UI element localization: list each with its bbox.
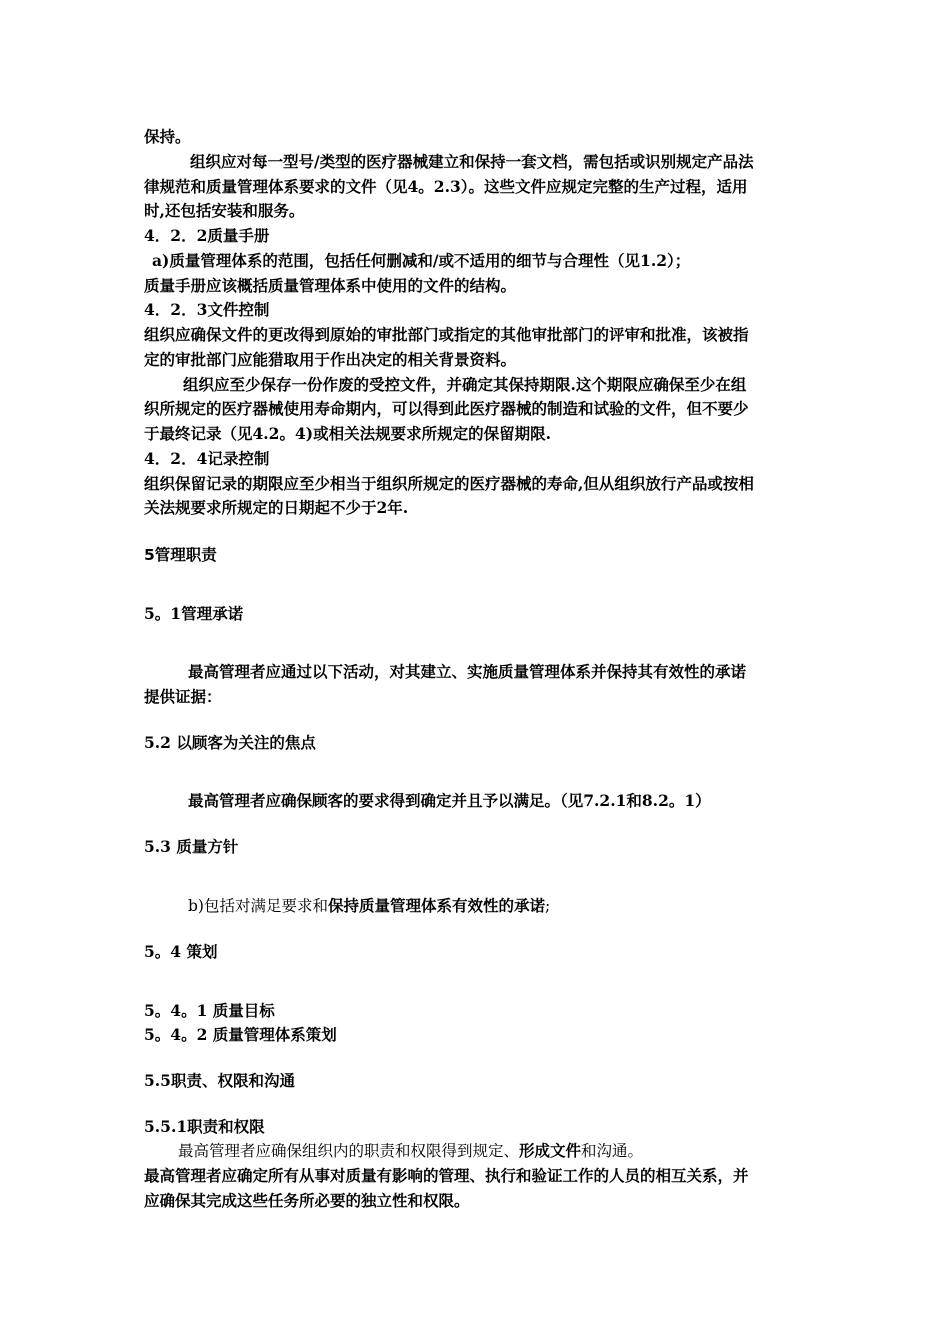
paragraph-line	[178, 1140, 643, 1162]
paragraph-line: 于最终记录（见4.2。4)或相关法规要求所规定的保留期限.	[144, 424, 551, 443]
text-run: 形成文件	[519, 1141, 582, 1160]
paragraph-line: 织所规定的医疗器械使用寿命期内，可以得到此医疗器械的制造和试验的文件，但不要少	[144, 399, 749, 418]
text-run: 保持质量管理体系有效性的承诺	[327, 896, 545, 915]
paragraph-line: 时,还包括安装和服务。	[144, 201, 305, 220]
paragraph-line: 组织保留记录的期限应至少相当于组织所规定的医疗器械的寿命,但从组织放行产品或按相	[144, 474, 754, 493]
paragraph-line	[188, 895, 550, 917]
paragraph-line: 组织应对每一型号/类型的医疗器械建立和保持一套文档，需包括或识别规定产品法	[190, 152, 754, 171]
section-heading-5-2: 5.2 以顾客为关注的焦点	[144, 733, 316, 752]
section-heading-5-5-1: 5.5.1职责和权限	[144, 1117, 265, 1136]
paragraph-line: 最高管理者应确保顾客的要求得到确定并且予以满足。（见7.2.1和8.2。1）	[188, 791, 711, 810]
chapter-heading-5: 5管理职责	[144, 546, 217, 564]
text-run: 最高管理者应确保组织内的职责和权限得到规定、	[178, 1142, 520, 1160]
paragraph-line: 应确保其完成这些任务所必要的独立性和权限。	[144, 1191, 470, 1210]
section-heading-5-3: 5.3 质量方针	[144, 837, 239, 856]
paragraph-line: 质量手册应该概括质量管理体系中使用的文件的结构。	[144, 276, 517, 295]
paragraph-line: 律规范和质量管理体系要求的文件（见4。2.3）。这些文件应规定完整的生产过程，适用	[144, 177, 748, 196]
paragraph-line: a)质量管理体系的范围，包括任何删减和/或不适用的细节与合理性（见1.2）；	[152, 251, 691, 270]
paragraph-line: 关法规要求所规定的日期起不少于2年.	[144, 498, 409, 517]
paragraph-line: 提供证据：	[144, 687, 222, 706]
text-run: b)包括对满足要求和	[188, 897, 328, 915]
paragraph-line: 保持。	[144, 127, 191, 146]
section-heading-5-4-2: 5。4。2 质量管理体系策划	[144, 1025, 337, 1044]
paragraph-line: 组织应确保文件的更改得到原始的审批部门或指定的其他审批部门的评审和批准，该被指	[144, 325, 749, 344]
paragraph-line: 组织应至少保存一份作废的受控文件，并确定其保持期限.这个期限应确保至少在组	[183, 375, 747, 394]
section-heading-4-2-3: 4．2．3文件控制	[144, 300, 270, 319]
paragraph-line: 最高管理者应确定所有从事对质量有影响的管理、执行和验证工作的人员的相互关系，并	[144, 1166, 749, 1185]
section-heading-5-1: 5。1管理承诺	[144, 604, 244, 623]
text-run: 和沟通。	[581, 1142, 644, 1160]
text-run: ;	[545, 897, 551, 915]
section-heading-4-2-4: 4．2．4记录控制	[144, 449, 270, 468]
paragraph-line: 最高管理者应通过以下活动，对其建立、实施质量管理体系并保持其有效性的承诺	[188, 662, 747, 681]
section-heading-4-2-2: 4．2．2质量手册	[144, 226, 270, 245]
section-heading-5-4: 5。4 策划	[144, 942, 218, 961]
section-heading-5-5: 5.5职责、权限和沟通	[144, 1071, 295, 1090]
section-heading-5-4-1: 5。4。1 质量目标	[144, 1001, 275, 1020]
paragraph-line: 定的审批部门应能猎取用于作出决定的相关背景资料。	[144, 350, 517, 369]
